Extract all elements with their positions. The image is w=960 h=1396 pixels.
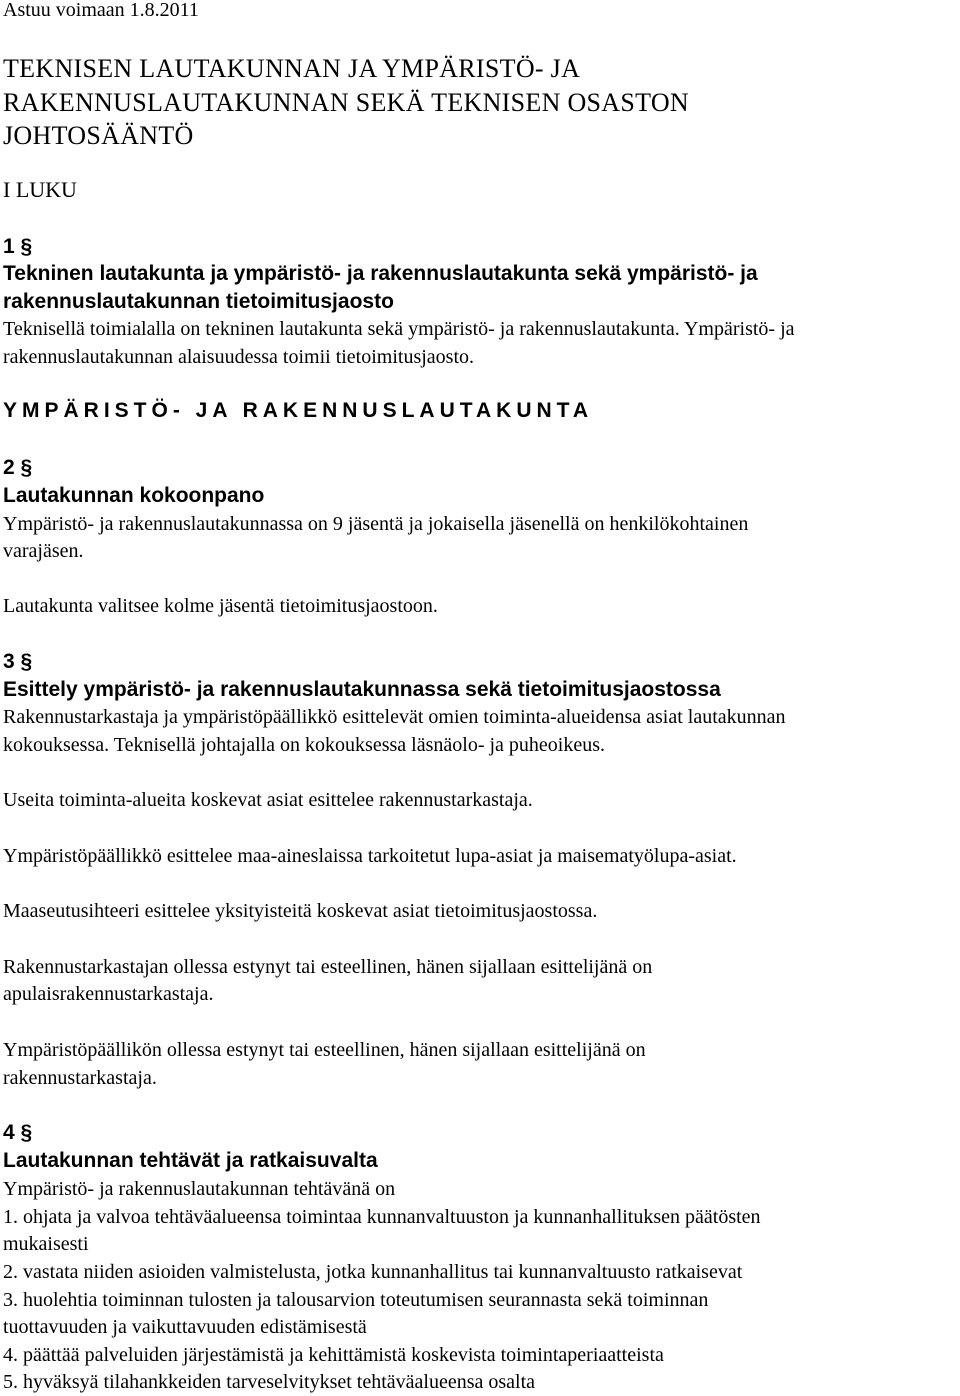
section-3-heading: Esittely ympäristö- ja rakennuslautakunnassa sekä tietoimitusjaostossa xyxy=(3,678,721,701)
section-2-number: 2 § xyxy=(3,456,33,479)
section-1-number: 1 § xyxy=(3,235,33,258)
section-4-item-3-line-2: tuottavuuden ja vaikuttavuuden edistämisestä xyxy=(3,1316,367,1338)
document-title-line-1: TEKNISEN LAUTAKUNNAN JA YMPÄRISTÖ- JA xyxy=(3,54,581,83)
document-title-line-3: JOHTOSÄÄNTÖ xyxy=(3,121,194,150)
section-3-paragraph-6-line-2: rakennustarkastaja. xyxy=(3,1067,157,1089)
effective-date: Astuu voimaan 1.8.2011 xyxy=(3,0,199,21)
section-3-paragraph-3: Ympäristöpäällikkö esittelee maa-aineslaissa tarkoitetut lupa-asiat ja maisematyölupa-asiat. xyxy=(3,845,737,867)
section-3-paragraph-6-line-1: Ympäristöpäällikön ollessa estynyt tai esteellinen, hänen sijallaan esittelijänä on xyxy=(3,1039,646,1061)
section-3-paragraph-5-line-1: Rakennustarkastajan ollessa estynyt tai esteellinen, hänen sijallaan esittelijänä on xyxy=(3,956,653,978)
section-4-item-1-line-1: 1. ohjata ja valvoa tehtäväalueensa toimintaa kunnanvaltuuston ja kunnanhallituksen päätösten xyxy=(3,1206,761,1228)
section-4-item-4: 4. päättää palveluiden järjestämistä ja kehittämistä koskevista toimintaperiaatteista xyxy=(3,1344,664,1366)
section-2-paragraph-1-line-2: varajäsen. xyxy=(3,540,84,562)
section-4-item-2: 2. vastata niiden asioiden valmistelusta, jotka kunnanhallitus tai kunnanvaltuusto ratkaisevat xyxy=(3,1261,743,1283)
section-3-number: 3 § xyxy=(3,650,33,673)
section-3-paragraph-4: Maaseutusihteeri esittelee yksityisteitä koskevat asiat tietoimitusjaostossa. xyxy=(3,900,598,922)
chapter-heading: I LUKU xyxy=(3,177,77,202)
section-3-paragraph-2: Useita toiminta-alueita koskevat asiat esittelee rakennustarkastaja. xyxy=(3,789,533,811)
section-3-paragraph-1-line-1: Rakennustarkastaja ja ympäristöpäällikkö esittelevät omien toiminta-alueidensa asiat lautakunnan xyxy=(3,706,786,728)
section-4-item-3-line-1: 3. huolehtia toiminnan tulosten ja talousarvion toteutumisen seurannasta sekä toiminnan xyxy=(3,1289,709,1311)
board-title: YMPÄRISTÖ- JA RAKENNUSLAUTAKUNTA xyxy=(3,399,594,422)
section-1-paragraph-line-2: rakennuslautakunnan alaisuudessa toimii tietoimitusjaosto. xyxy=(3,346,475,368)
section-4-heading: Lautakunnan tehtävät ja ratkaisuvalta xyxy=(3,1149,378,1172)
document-title-line-2: RAKENNUSLAUTAKUNNAN SEKÄ TEKNISEN OSASTON xyxy=(3,88,689,117)
section-1-heading-line-1: Tekninen lautakunta ja ympäristö- ja rakennuslautakunta sekä ympäristö- ja xyxy=(3,262,758,285)
section-2-heading: Lautakunnan kokoonpano xyxy=(3,484,265,507)
section-3-paragraph-5-line-2: apulaisrakennustarkastaja. xyxy=(3,983,214,1005)
section-4-intro: Ympäristö- ja rakennuslautakunnan tehtävänä on xyxy=(3,1178,396,1200)
section-2-paragraph-2: Lautakunta valitsee kolme jäsentä tietoimitusjaostoon. xyxy=(3,595,438,617)
section-2-paragraph-1-line-1: Ympäristö- ja rakennuslautakunnassa on 9 jäsentä ja jokaisella jäsenellä on henkilökohtainen xyxy=(3,513,749,535)
section-4-number: 4 § xyxy=(3,1121,33,1144)
section-1-heading-line-2: rakennuslautakunnan tietoimitusjaosto xyxy=(3,290,394,313)
section-1-paragraph-line-1: Teknisellä toimialalla on tekninen lautakunta sekä ympäristö- ja rakennuslautakunta. Ympäristö- ja xyxy=(3,318,795,340)
section-3-paragraph-1-line-2: kokouksessa. Teknisellä johtajalla on kokouksessa läsnäolo- ja puheoikeus. xyxy=(3,734,606,756)
section-4-item-5: 5. hyväksyä tilahankkeiden tarveselvitykset tehtäväalueensa osalta xyxy=(3,1371,536,1393)
section-4-item-1-line-2: mukaisesti xyxy=(3,1233,89,1255)
